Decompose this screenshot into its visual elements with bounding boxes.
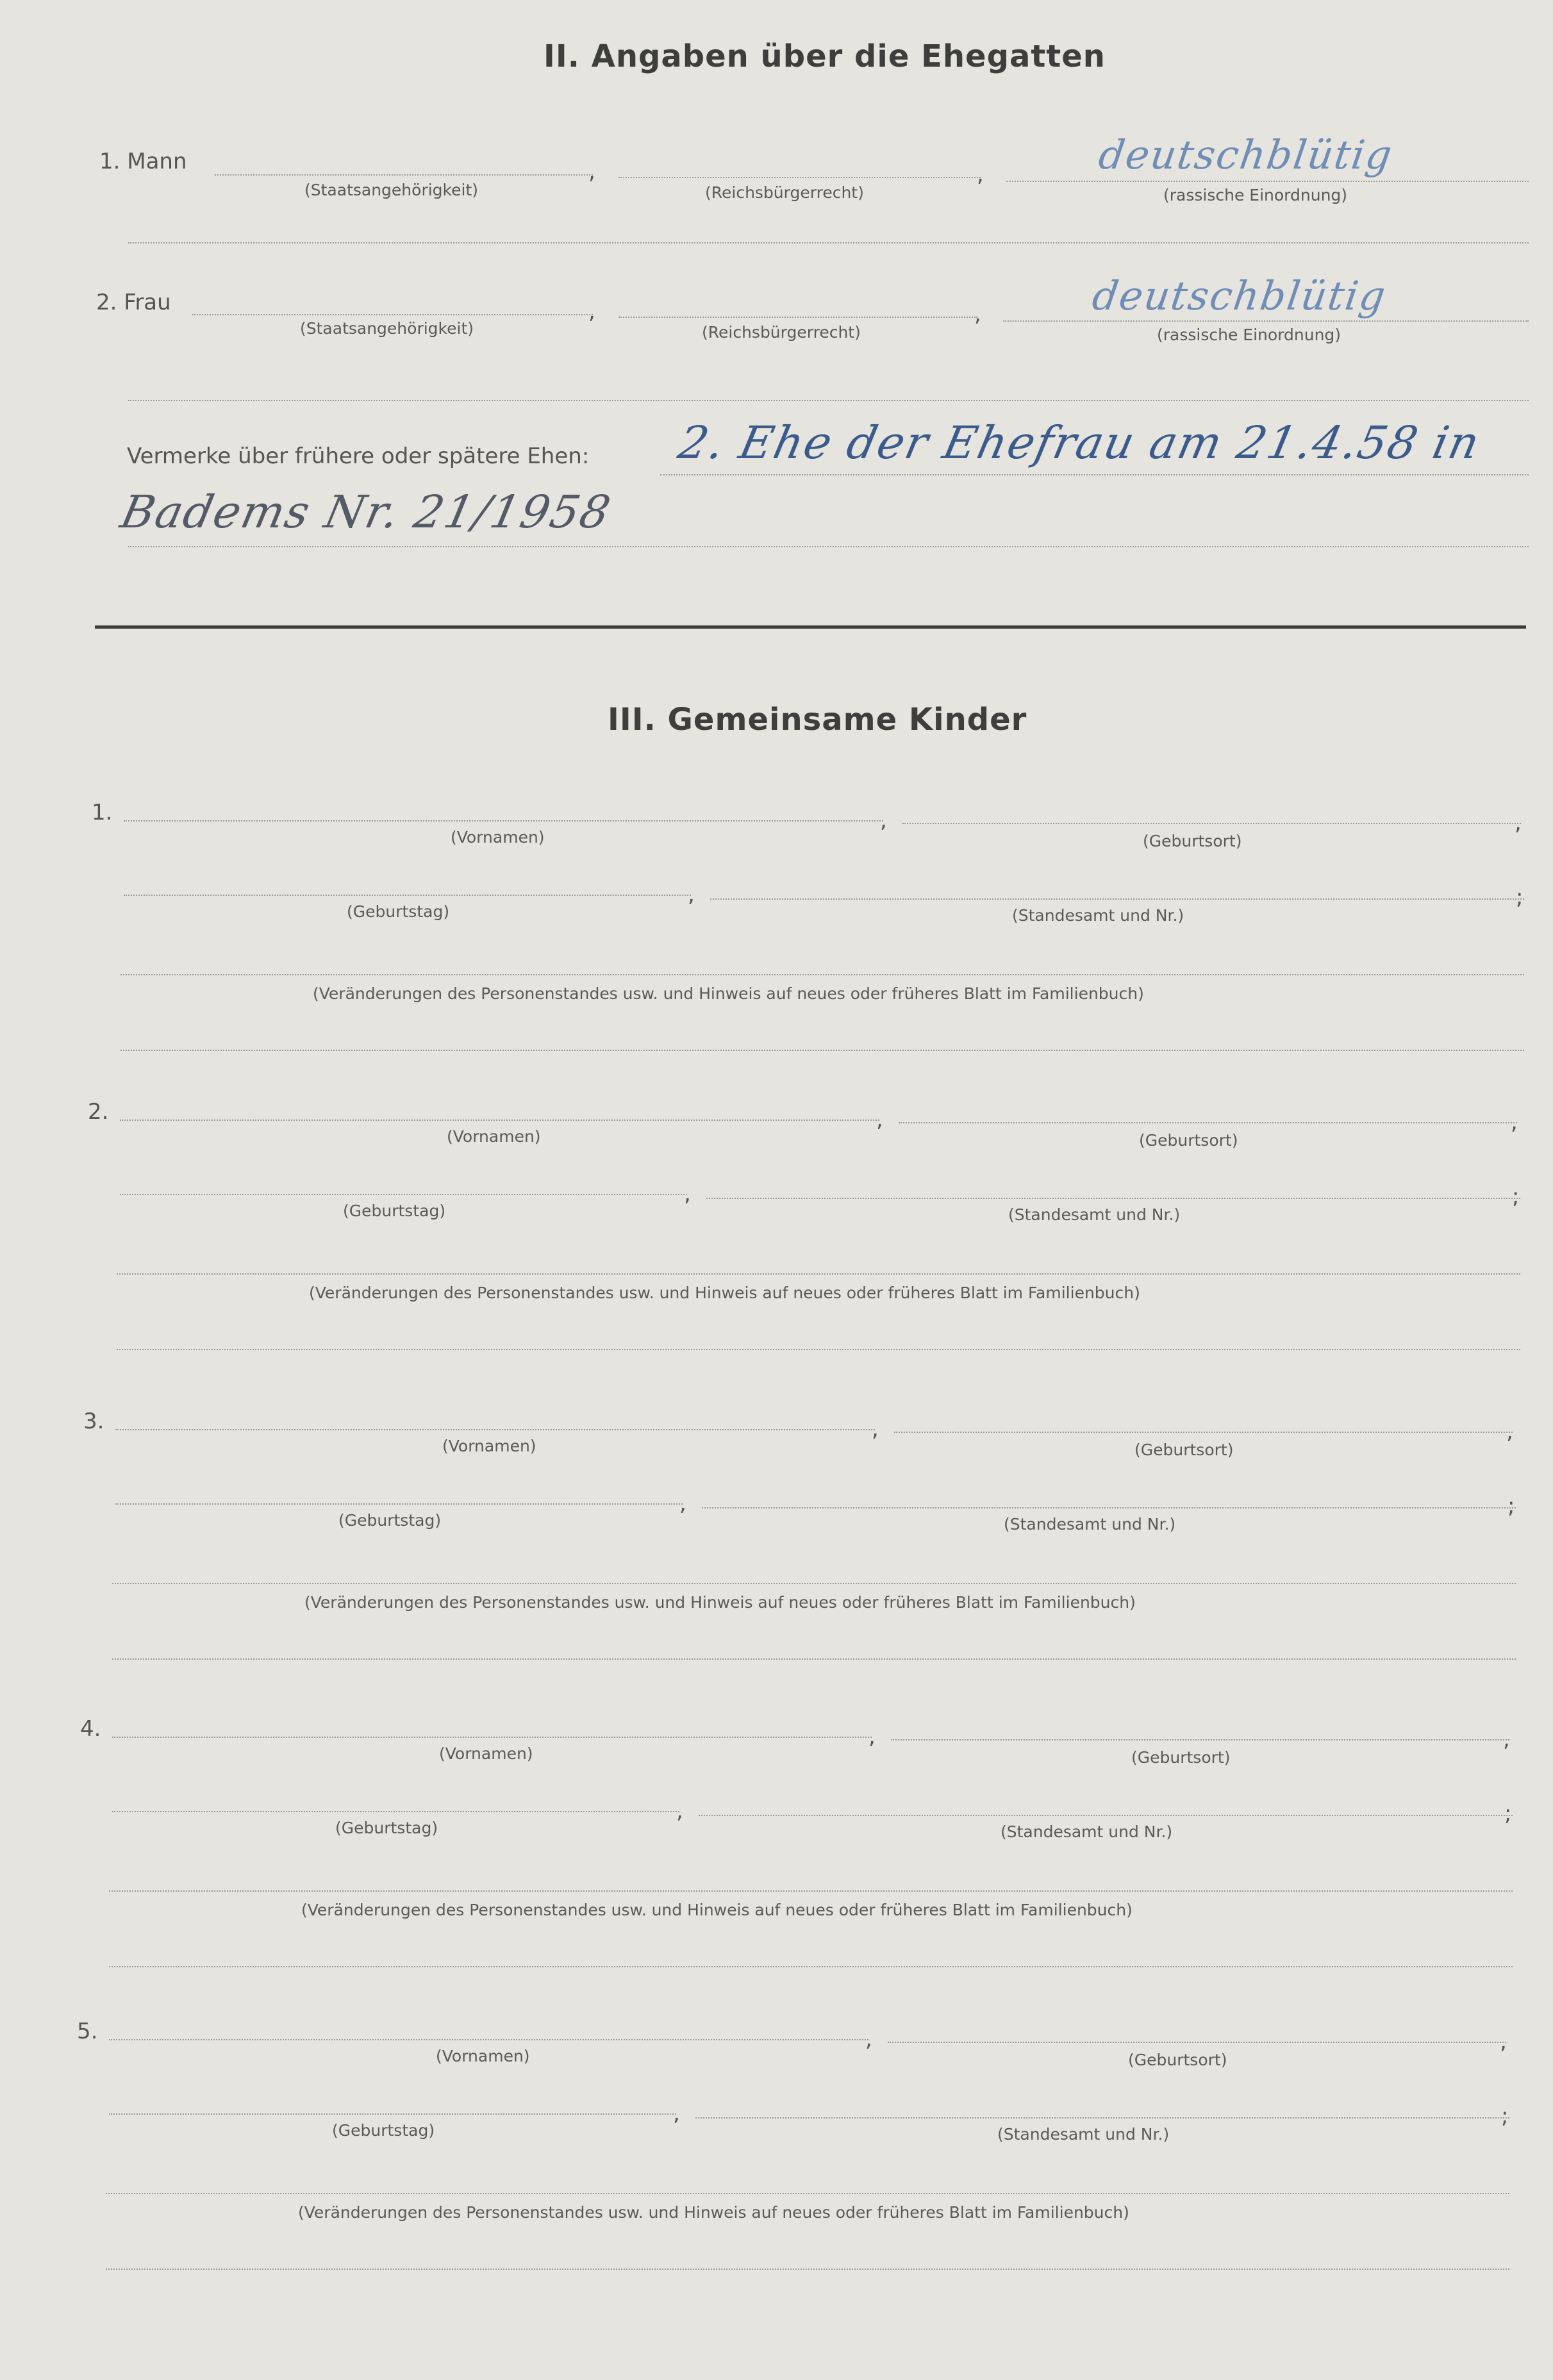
mann-reich-line bbox=[619, 177, 981, 178]
veraenderungen-caption: (Veränderungen des Personenstandes usw. und Hinweis auf neues oder früheres Blatt im Familienbuch) bbox=[304, 1593, 1136, 1612]
standesamt-caption: (Standesamt und Nr.) bbox=[997, 2125, 1170, 2144]
semicolon: ; bbox=[1516, 884, 1524, 910]
frau-rasse-caption: (rassische Einordnung) bbox=[1157, 326, 1341, 344]
veraenderungen-extra-line bbox=[112, 1658, 1516, 1660]
geburtstag-caption: (Geburtstag) bbox=[332, 2121, 435, 2140]
comma: , bbox=[676, 1798, 683, 1824]
geburtsort-line bbox=[891, 1739, 1509, 1740]
geburtsort-line bbox=[894, 1432, 1513, 1433]
mann-label: 1. Mann bbox=[99, 149, 187, 174]
comma: , bbox=[588, 299, 595, 324]
comma: , bbox=[977, 161, 984, 187]
comma: , bbox=[684, 1181, 691, 1207]
geburtstag-caption: (Geburtstag) bbox=[338, 1511, 442, 1530]
veraenderungen-line bbox=[112, 1583, 1516, 1584]
vornamen-caption: (Vornamen) bbox=[442, 1437, 536, 1455]
frau-staat-line bbox=[192, 314, 593, 315]
standesamt-line bbox=[702, 1507, 1516, 1508]
comma: , bbox=[1511, 1109, 1518, 1135]
standesamt-caption: (Standesamt und Nr.) bbox=[1012, 906, 1184, 925]
veraenderungen-caption: (Veränderungen des Personenstandes usw. und Hinweis auf neues oder früheres Blatt im Familienbuch) bbox=[313, 984, 1144, 1003]
child-number: 5. bbox=[77, 2019, 98, 2044]
comma: , bbox=[588, 159, 595, 185]
veraenderungen-line bbox=[106, 2193, 1509, 2194]
child-number: 4. bbox=[80, 1716, 101, 1742]
frau-reich-caption: (Reichsbürgerrecht) bbox=[702, 323, 861, 342]
frau-extra-line bbox=[128, 400, 1529, 401]
geburtstag-caption: (Geburtstag) bbox=[343, 1202, 446, 1220]
section-iii-title: III. Gemeinsame Kinder bbox=[608, 702, 1027, 738]
comma: , bbox=[868, 1724, 876, 1749]
geburtstag-caption: (Geburtstag) bbox=[347, 902, 450, 921]
child-number: 2. bbox=[88, 1099, 109, 1125]
mann-staat-caption: (Staatsangehörigkeit) bbox=[304, 181, 479, 199]
geburtsort-caption: (Geburtsort) bbox=[1143, 832, 1242, 850]
geburtsort-caption: (Geburtsort) bbox=[1131, 1748, 1231, 1767]
comma: , bbox=[688, 882, 695, 907]
geburtstag-line bbox=[124, 895, 691, 896]
comma: , bbox=[1503, 1726, 1510, 1752]
comma: , bbox=[876, 1107, 883, 1132]
geburtsort-line bbox=[899, 1122, 1517, 1123]
comma: , bbox=[880, 807, 887, 833]
frau-staat-caption: (Staatsangehörigkeit) bbox=[300, 319, 474, 338]
frau-label: 2. Frau bbox=[96, 290, 171, 315]
semicolon: ; bbox=[1512, 1184, 1520, 1209]
child-number: 1. bbox=[92, 800, 113, 825]
section-divider bbox=[95, 625, 1526, 629]
vornamen-line bbox=[109, 2039, 868, 2040]
geburtsort-line bbox=[902, 823, 1521, 824]
veraenderungen-caption: (Veränderungen des Personenstandes usw. und Hinweis auf neues oder früheres Blatt im Familienbuch) bbox=[298, 2203, 1129, 2222]
comma: , bbox=[673, 2101, 680, 2126]
geburtsort-caption: (Geburtsort) bbox=[1134, 1441, 1234, 1459]
comma: , bbox=[872, 1416, 879, 1442]
comma: , bbox=[1506, 1419, 1513, 1444]
vornamen-line bbox=[120, 1120, 879, 1121]
vornamen-caption: (Vornamen) bbox=[451, 828, 545, 847]
standesamt-line bbox=[710, 898, 1524, 900]
vornamen-caption: (Vornamen) bbox=[447, 1127, 541, 1146]
standesamt-line bbox=[699, 1815, 1513, 1816]
veraenderungen-line bbox=[109, 1890, 1513, 1892]
veraenderungen-line bbox=[117, 1273, 1520, 1275]
comma: , bbox=[1515, 810, 1522, 836]
comma: , bbox=[679, 1491, 686, 1516]
section-ii-title: II. Angaben über die Ehegatten bbox=[544, 38, 1106, 74]
handwritten-vermerke-line1: 2. Ehe der Ehefrau am 21.4.58 in bbox=[674, 417, 1485, 469]
geburtsort-line bbox=[888, 2042, 1506, 2043]
comma: , bbox=[1500, 2029, 1507, 2054]
veraenderungen-line bbox=[120, 974, 1524, 975]
geburtstag-caption: (Geburtstag) bbox=[335, 1819, 438, 1837]
mann-staat-line bbox=[215, 174, 593, 176]
vermerke-line-1 bbox=[660, 474, 1529, 475]
veraenderungen-extra-line bbox=[120, 1050, 1524, 1051]
veraenderungen-caption: (Veränderungen des Personenstandes usw. und Hinweis auf neues oder früheres Blatt im Familienbuch) bbox=[309, 1284, 1140, 1302]
veraenderungen-extra-line bbox=[117, 1349, 1520, 1350]
frau-reich-line bbox=[619, 317, 977, 318]
vornamen-caption: (Vornamen) bbox=[436, 2047, 530, 2065]
standesamt-line bbox=[706, 1198, 1520, 1199]
vornamen-line bbox=[112, 1737, 872, 1738]
standesamt-line bbox=[695, 2117, 1509, 2119]
vermerke-line-2 bbox=[128, 546, 1529, 547]
veraenderungen-caption: (Veränderungen des Personenstandes usw. und Hinweis auf neues oder früheres Blatt im Familienbuch) bbox=[301, 1901, 1133, 1919]
vornamen-line bbox=[115, 1429, 875, 1430]
mann-extra-line bbox=[128, 242, 1529, 244]
standesamt-caption: (Standesamt und Nr.) bbox=[1008, 1205, 1181, 1224]
geburtsort-caption: (Geburtsort) bbox=[1139, 1131, 1238, 1150]
mann-reich-caption: (Reichsbürgerrecht) bbox=[705, 183, 864, 202]
standesamt-caption: (Standesamt und Nr.) bbox=[1001, 1822, 1173, 1841]
handwritten-vermerke-line2: Badems Nr. 21/1958 bbox=[116, 486, 617, 538]
veraenderungen-extra-line bbox=[106, 2268, 1509, 2270]
child-number: 3. bbox=[83, 1409, 104, 1434]
geburtstag-line bbox=[109, 2113, 676, 2115]
semicolon: ; bbox=[1507, 1493, 1515, 1519]
geburtstag-line bbox=[120, 1194, 687, 1195]
vermerke-label: Vermerke über frühere oder spätere Ehen: bbox=[127, 443, 590, 469]
semicolon: ; bbox=[1501, 2103, 1509, 2129]
comma: , bbox=[865, 2026, 872, 2052]
standesamt-caption: (Standesamt und Nr.) bbox=[1004, 1515, 1176, 1533]
semicolon: ; bbox=[1504, 1801, 1512, 1826]
handwritten-frau-rasse: deutschblütig bbox=[1089, 272, 1390, 319]
geburtsort-caption: (Geburtsort) bbox=[1128, 2051, 1227, 2069]
vornamen-caption: (Vornamen) bbox=[439, 1744, 533, 1763]
handwritten-mann-rasse: deutschblütig bbox=[1095, 131, 1396, 178]
mann-rasse-line bbox=[1006, 181, 1529, 182]
mann-rasse-caption: (rassische Einordnung) bbox=[1163, 186, 1348, 204]
veraenderungen-extra-line bbox=[109, 1966, 1513, 1967]
vornamen-line bbox=[124, 820, 883, 822]
frau-rasse-line bbox=[1003, 320, 1529, 322]
geburtstag-line bbox=[115, 1503, 683, 1505]
geburtstag-line bbox=[112, 1811, 679, 1812]
comma: , bbox=[974, 301, 981, 327]
